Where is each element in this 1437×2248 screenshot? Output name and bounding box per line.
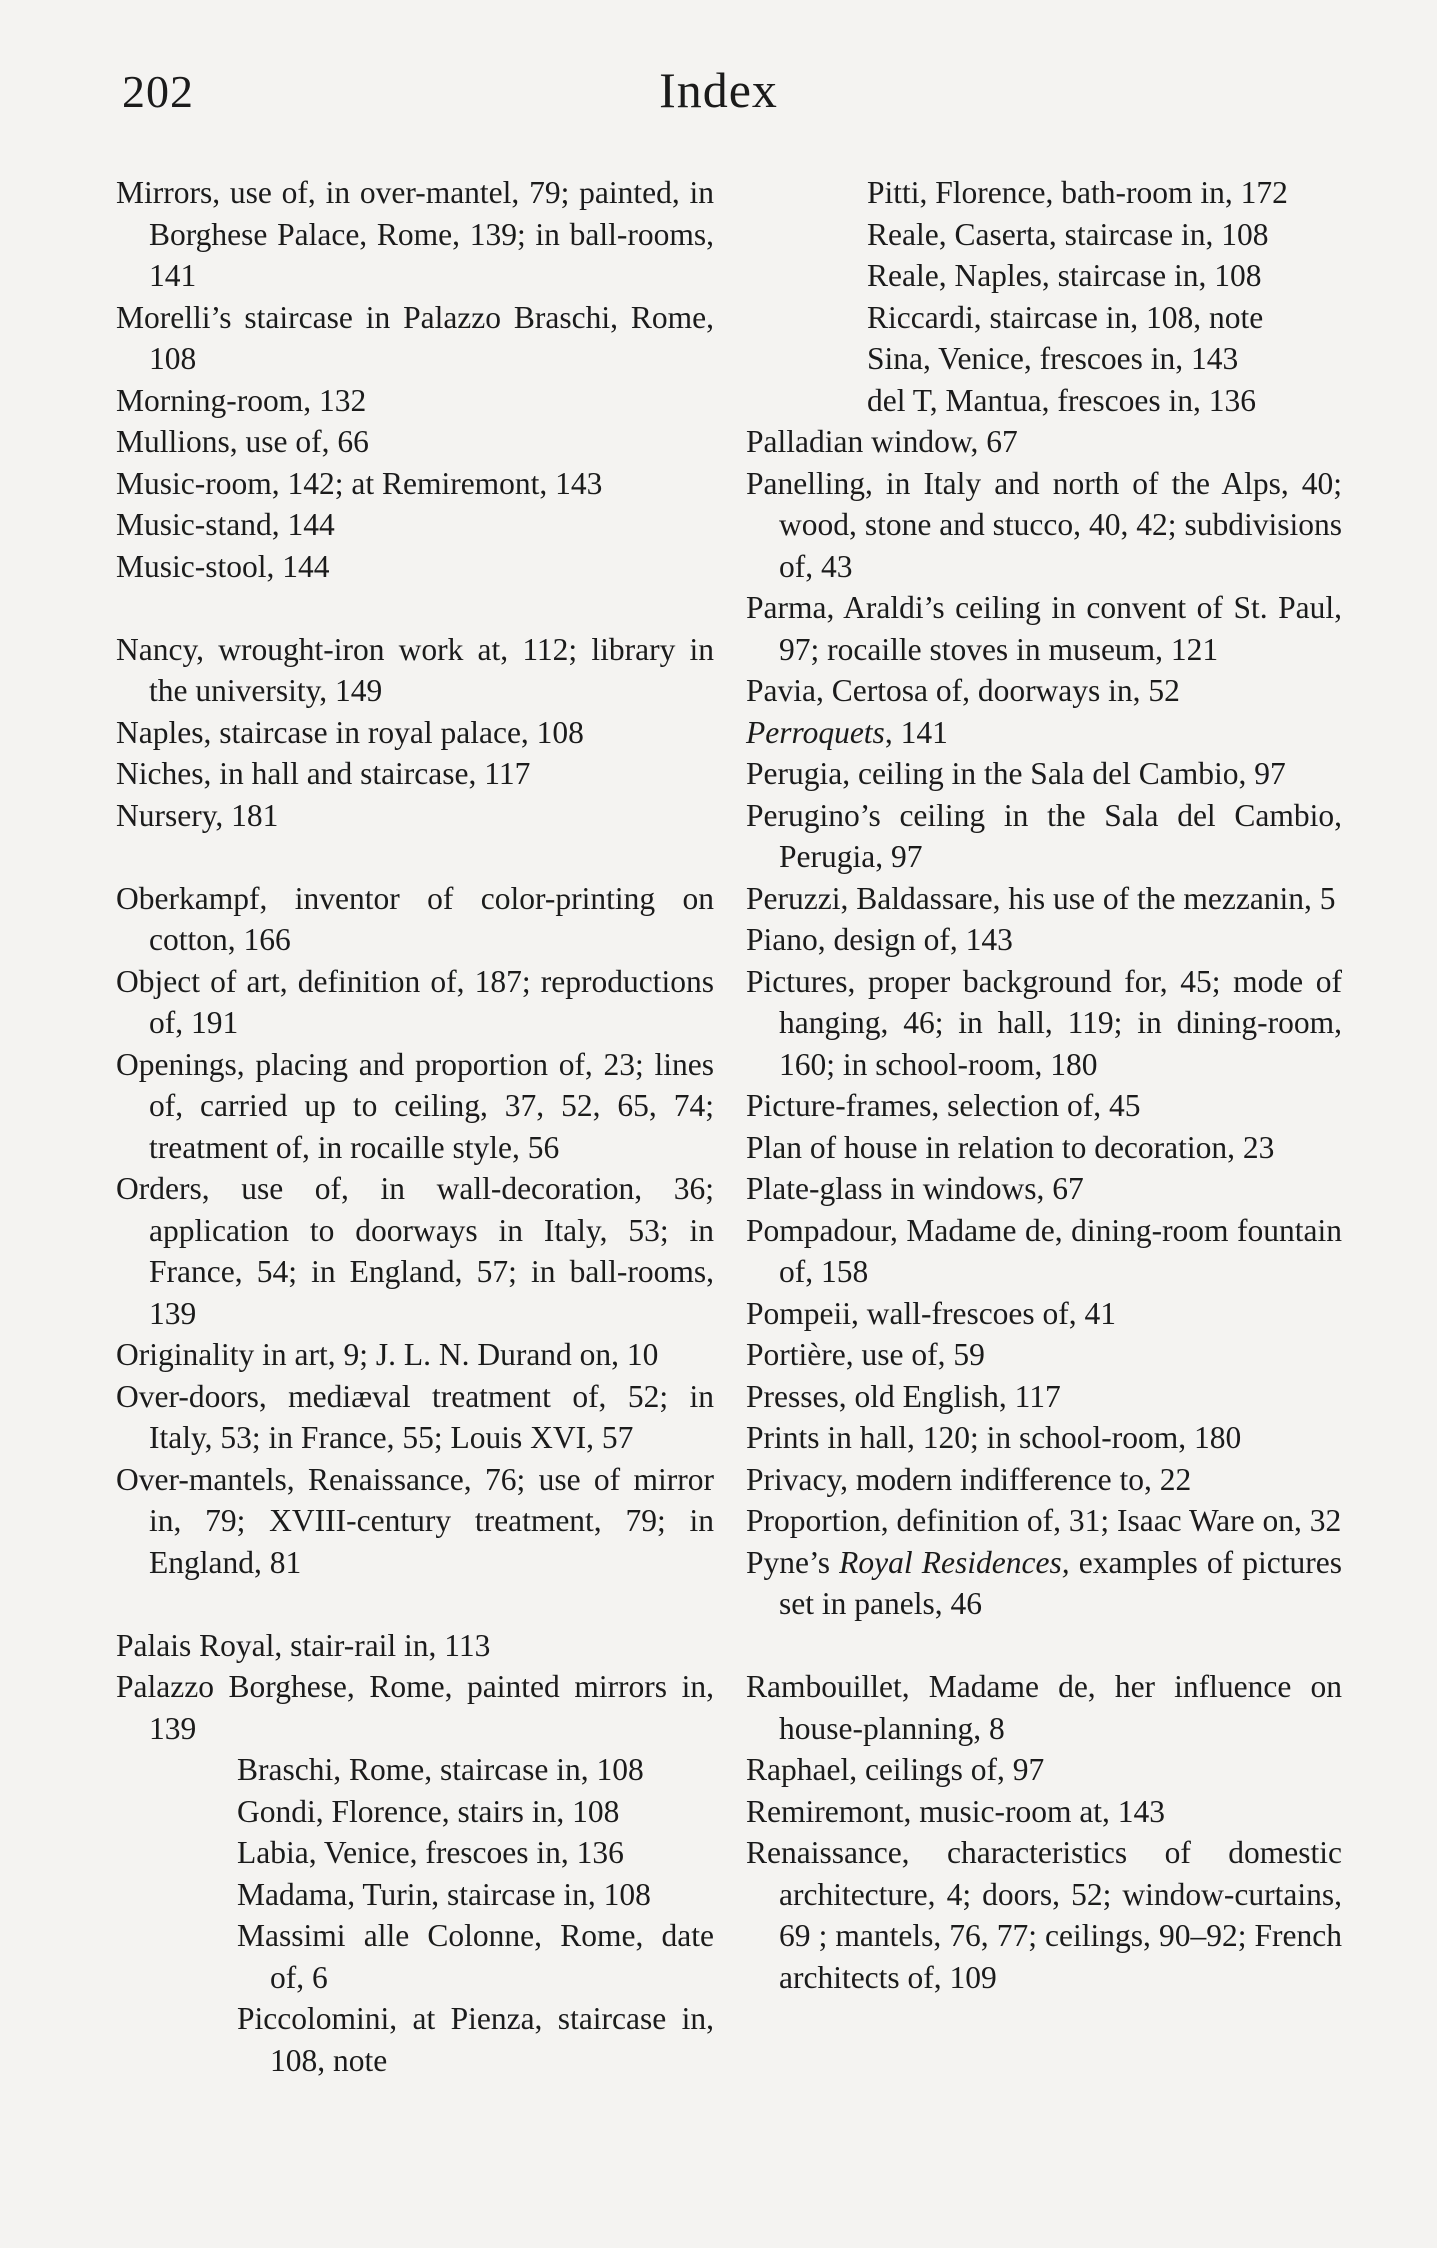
index-entry: Reale, Naples, staircase in, 108	[867, 258, 1262, 293]
index-entry: Over-doors, mediæval treatment of, 52; in Italy, 53; in France, 55; Louis XVI, 57	[116, 1378, 714, 1455]
index-entry: Nancy, wrought-iron work at, 112; library in the university, 149	[116, 631, 714, 708]
index-entry: del T, Mantua, frescoes in, 136	[867, 382, 1256, 418]
index-entry: Pictures, proper background for, 45; mode of hanging, 46; in hall, 119; in dining-room, 160; in school-room, 180	[746, 963, 1342, 1082]
index-entry: Gondi, Florence, stairs in, 108	[237, 1793, 620, 1829]
left-column	[116, 172, 714, 2081]
index-entry: Labia, Venice, frescoes in, 136	[237, 1835, 624, 1870]
index-entry: Presses, old English, 117	[746, 1378, 1061, 1414]
index-entry: Panelling, in Italy and north of the Alps, 40; wood, stone and stucco, 40, 42; subdivisions of, 43	[746, 465, 1342, 584]
index-entry: Reale, Caserta, staircase in, 108	[867, 216, 1269, 252]
index-entry: Pitti, Florence, bath-room in, 172	[867, 175, 1288, 210]
index-entry: Remiremont, music-room at, 143	[746, 1793, 1166, 1829]
index-entry: Music-stand, 144	[116, 507, 335, 542]
index-entry: Niches, in hall and staircase, 117	[116, 756, 531, 791]
index-entry: Morelli’s staircase in Palazzo Braschi, Rome, 108	[116, 299, 714, 376]
index-entry: Perugino’s ceiling in the Sala del Cambio, Perugia, 97	[746, 797, 1342, 874]
index-entry: Pyne’s Royal Residences, examples of pictures set in panels, 46	[746, 1544, 1342, 1621]
index-entry: Rambouillet, Madame de, her influence on house-planning, 8	[746, 1669, 1342, 1746]
index-entry: Privacy, modern indifference to, 22	[746, 1461, 1192, 1497]
index-entry: Music-stool, 144	[116, 548, 330, 584]
index-entry: Openings, placing and proportion of, 23; lines of, carried up to ceiling, 37, 52, 65, 74; treatment of, in rocaille style, 56	[116, 1046, 714, 1165]
index-entry: Mirrors, use of, in over-mantel, 79; painted, in Borghese Palace, Rome, 139; in ball-rooms, 141	[116, 175, 714, 293]
index-entry: Peruzzi, Baldassare, his use of the mezzanin, 5	[746, 880, 1336, 916]
index-entry: Plate-glass in windows, 67	[746, 1171, 1084, 1206]
index-entry: Naples, staircase in royal palace, 108	[116, 714, 584, 750]
index-entry: Piccolomini, at Pienza, staircase in, 108, note	[237, 2001, 714, 2078]
index-entry: Over-mantels, Renaissance, 76; use of mirror in, 79; XVIII-century treatment, 79; in England, 81	[116, 1461, 714, 1580]
index-entry: Pompadour, Madame de, dining-room fountain of, 158	[746, 1212, 1342, 1289]
index-entry: Mullions, use of, 66	[116, 424, 369, 459]
index-entry: Prints in hall, 120; in school-room, 180	[746, 1420, 1242, 1455]
right-column	[746, 172, 1342, 1998]
index-entry: Parma, Araldi’s ceiling in convent of St. Paul, 97; rocaille stoves in museum, 121	[746, 590, 1342, 667]
index-entry: Massimi alle Colonne, Rome, date of, 6	[237, 1918, 714, 1995]
index-entry: Palazzo Borghese, Rome, painted mirrors in, 139	[116, 1669, 714, 1746]
running-head-title: Index	[659, 62, 778, 118]
index-entry: Palais Royal, stair-rail in, 113	[116, 1627, 491, 1663]
index-entry: Raphael, ceilings of, 97	[746, 1752, 1045, 1787]
index-entry: Orders, use of, in wall-decoration, 36; application to doorways in Italy, 53; in France, 54; in England, 57; in ball-rooms, 139	[116, 1171, 714, 1331]
index-entry: Nursery, 181	[116, 797, 279, 833]
index-entry: Pavia, Certosa of, doorways in, 52	[746, 673, 1180, 708]
index-entry: Sina, Venice, frescoes in, 143	[867, 341, 1239, 376]
index-entry: Riccardi, staircase in, 108, note	[867, 299, 1264, 335]
index-entry: Oberkampf, inventor of color-printing on cotton, 166	[116, 880, 714, 957]
index-entry: Perugia, ceiling in the Sala del Cambio, 97	[746, 756, 1286, 791]
index-entry: Palladian window, 67	[746, 424, 1018, 459]
index-entry: Madama, Turin, staircase in, 108	[237, 1876, 651, 1912]
index-entry: Originality in art, 9; J. L. N. Durand on, 10	[116, 1337, 659, 1372]
index-entry: Picture-frames, selection of, 45	[746, 1088, 1141, 1123]
index-entry: Renaissance, characteristics of domestic architecture, 4; doors, 52; window-curtains, 69 ; mantels, 76, 77; ceilings, 90–92; French architects of, 109	[746, 1835, 1342, 1995]
index-entry: Perroquets, 141	[746, 714, 948, 750]
index-entry: Proportion, definition of, 31; Isaac Ware on, 32	[746, 1503, 1342, 1538]
index-entry: Pompeii, wall-frescoes of, 41	[746, 1295, 1117, 1331]
index-entry: Morning-room, 132	[116, 382, 367, 418]
index-entry: Music-room, 142; at Remiremont, 143	[116, 465, 603, 501]
index-entry: Braschi, Rome, staircase in, 108	[237, 1752, 644, 1787]
index-entry: Object of art, definition of, 187; reproductions of, 191	[116, 963, 714, 1040]
index-entry: Piano, design of, 143	[746, 922, 1013, 957]
index-entry: Portière, use of, 59	[746, 1337, 985, 1372]
index-entry: Plan of house in relation to decoration, 23	[746, 1129, 1275, 1165]
page-number: 202	[122, 66, 194, 117]
